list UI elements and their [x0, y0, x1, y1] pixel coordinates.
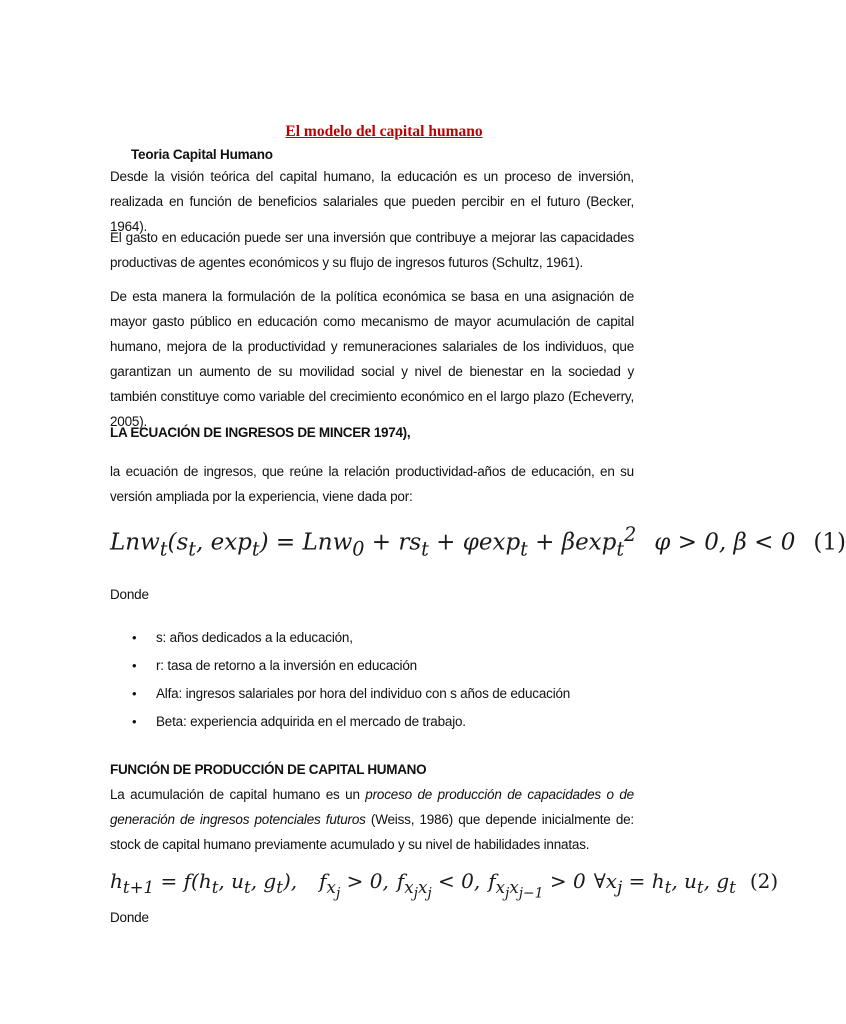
produccion-paragraph: La acumulación de capital humano es un proceso de producción de capacidades o de generación de ingresos potenciales futuros (Weiss, 1986) que depende inicialmente de: stock de capital humano previamente acumulado y su nivel de habilidades innatas. — [110, 787, 634, 852]
produccion-equation: $h_{t+1} = f(h_t$, $u_t$, $g_t$), $f_{x_j} > 0$, $f_{x_jx_j} < 0$, $f_{x_jx_{j-1}} > 0$ $\forall x_j = h_t$, $u_t$, $g_t$ (2) — [110, 869, 779, 902]
list-item: • r: tasa de retorno a la inversión en educación — [110, 656, 630, 684]
mincer-intro: la ecuación de ingresos, que reúne la relación productividad-años de educación, en su versión ampliada por la experiencia, viene dada por: — [110, 464, 634, 504]
list-item: • s: años dedicados a la educación, — [110, 628, 630, 656]
paragraph-schultz: El gasto en educación puede ser una inversión que contribuye a mejorar las capacidades productivas de agentes económicos y su flujo de ingresos futuros (Schultz, 1961). — [110, 230, 634, 270]
bullet-icon: • — [132, 630, 137, 645]
section-subheading: Teoria Capital Humano — [131, 147, 273, 162]
list-item: • Beta: experiencia adquirida en el mercado de trabajo. — [110, 712, 630, 740]
produccion-italic-text: proceso de producción de capacidades o de generación de ingresos potenciales futuros — [110, 787, 634, 827]
bullet-icon: • — [132, 658, 137, 673]
mincer-conditions: φ > 0, β < 0 — [654, 529, 796, 556]
list-item: • Alfa: ingresos salariales por hora del individuo con s años de educación — [110, 684, 630, 712]
donde-label-2: Donde — [110, 910, 149, 925]
donde-label-1: Donde — [110, 587, 149, 602]
paragraph-echeverry: De esta manera la formulación de la política económica se basa en una asignación de mayor gasto público en educación como mecanismo de mayor acumulación de capital humano, mejora de la productividad y remuneraciones salariales de los individuos, que garantizan un aumento de su movilidad social y nivel de bienestar en la sociedad y también constituye como variable del crecimiento económico en el largo plazo (Echeverry, 2005). — [110, 289, 634, 429]
mincer-heading: LA ECUACIÓN DE INGRESOS DE MINCER 1974), — [110, 425, 411, 440]
equation-number-2: (2) — [749, 869, 779, 893]
document-title: El modelo del capital humano — [285, 123, 483, 140]
mincer-equation: $Lnw_t(s_t$, $\exp_t) = Lnw_0 + rs_t + \varphi\exp_t + \beta\exp_t^2$ φ > 0, β < 0 (1) — [110, 523, 846, 561]
bullet-icon: • — [132, 686, 137, 701]
paragraph-becker: Desde la visión teórica del capital humano, la educación es un proceso de inversión, realizada en función de beneficios salariales que pueden percibir en el futuro (Becker, 1964). — [110, 169, 634, 234]
bullet-icon: • — [132, 714, 137, 729]
produccion-heading: FUNCIÓN DE PRODUCCIÓN DE CAPITAL HUMANO — [110, 762, 427, 777]
variable-list — [110, 628, 630, 740]
equation-number-1: (1) — [813, 529, 846, 556]
